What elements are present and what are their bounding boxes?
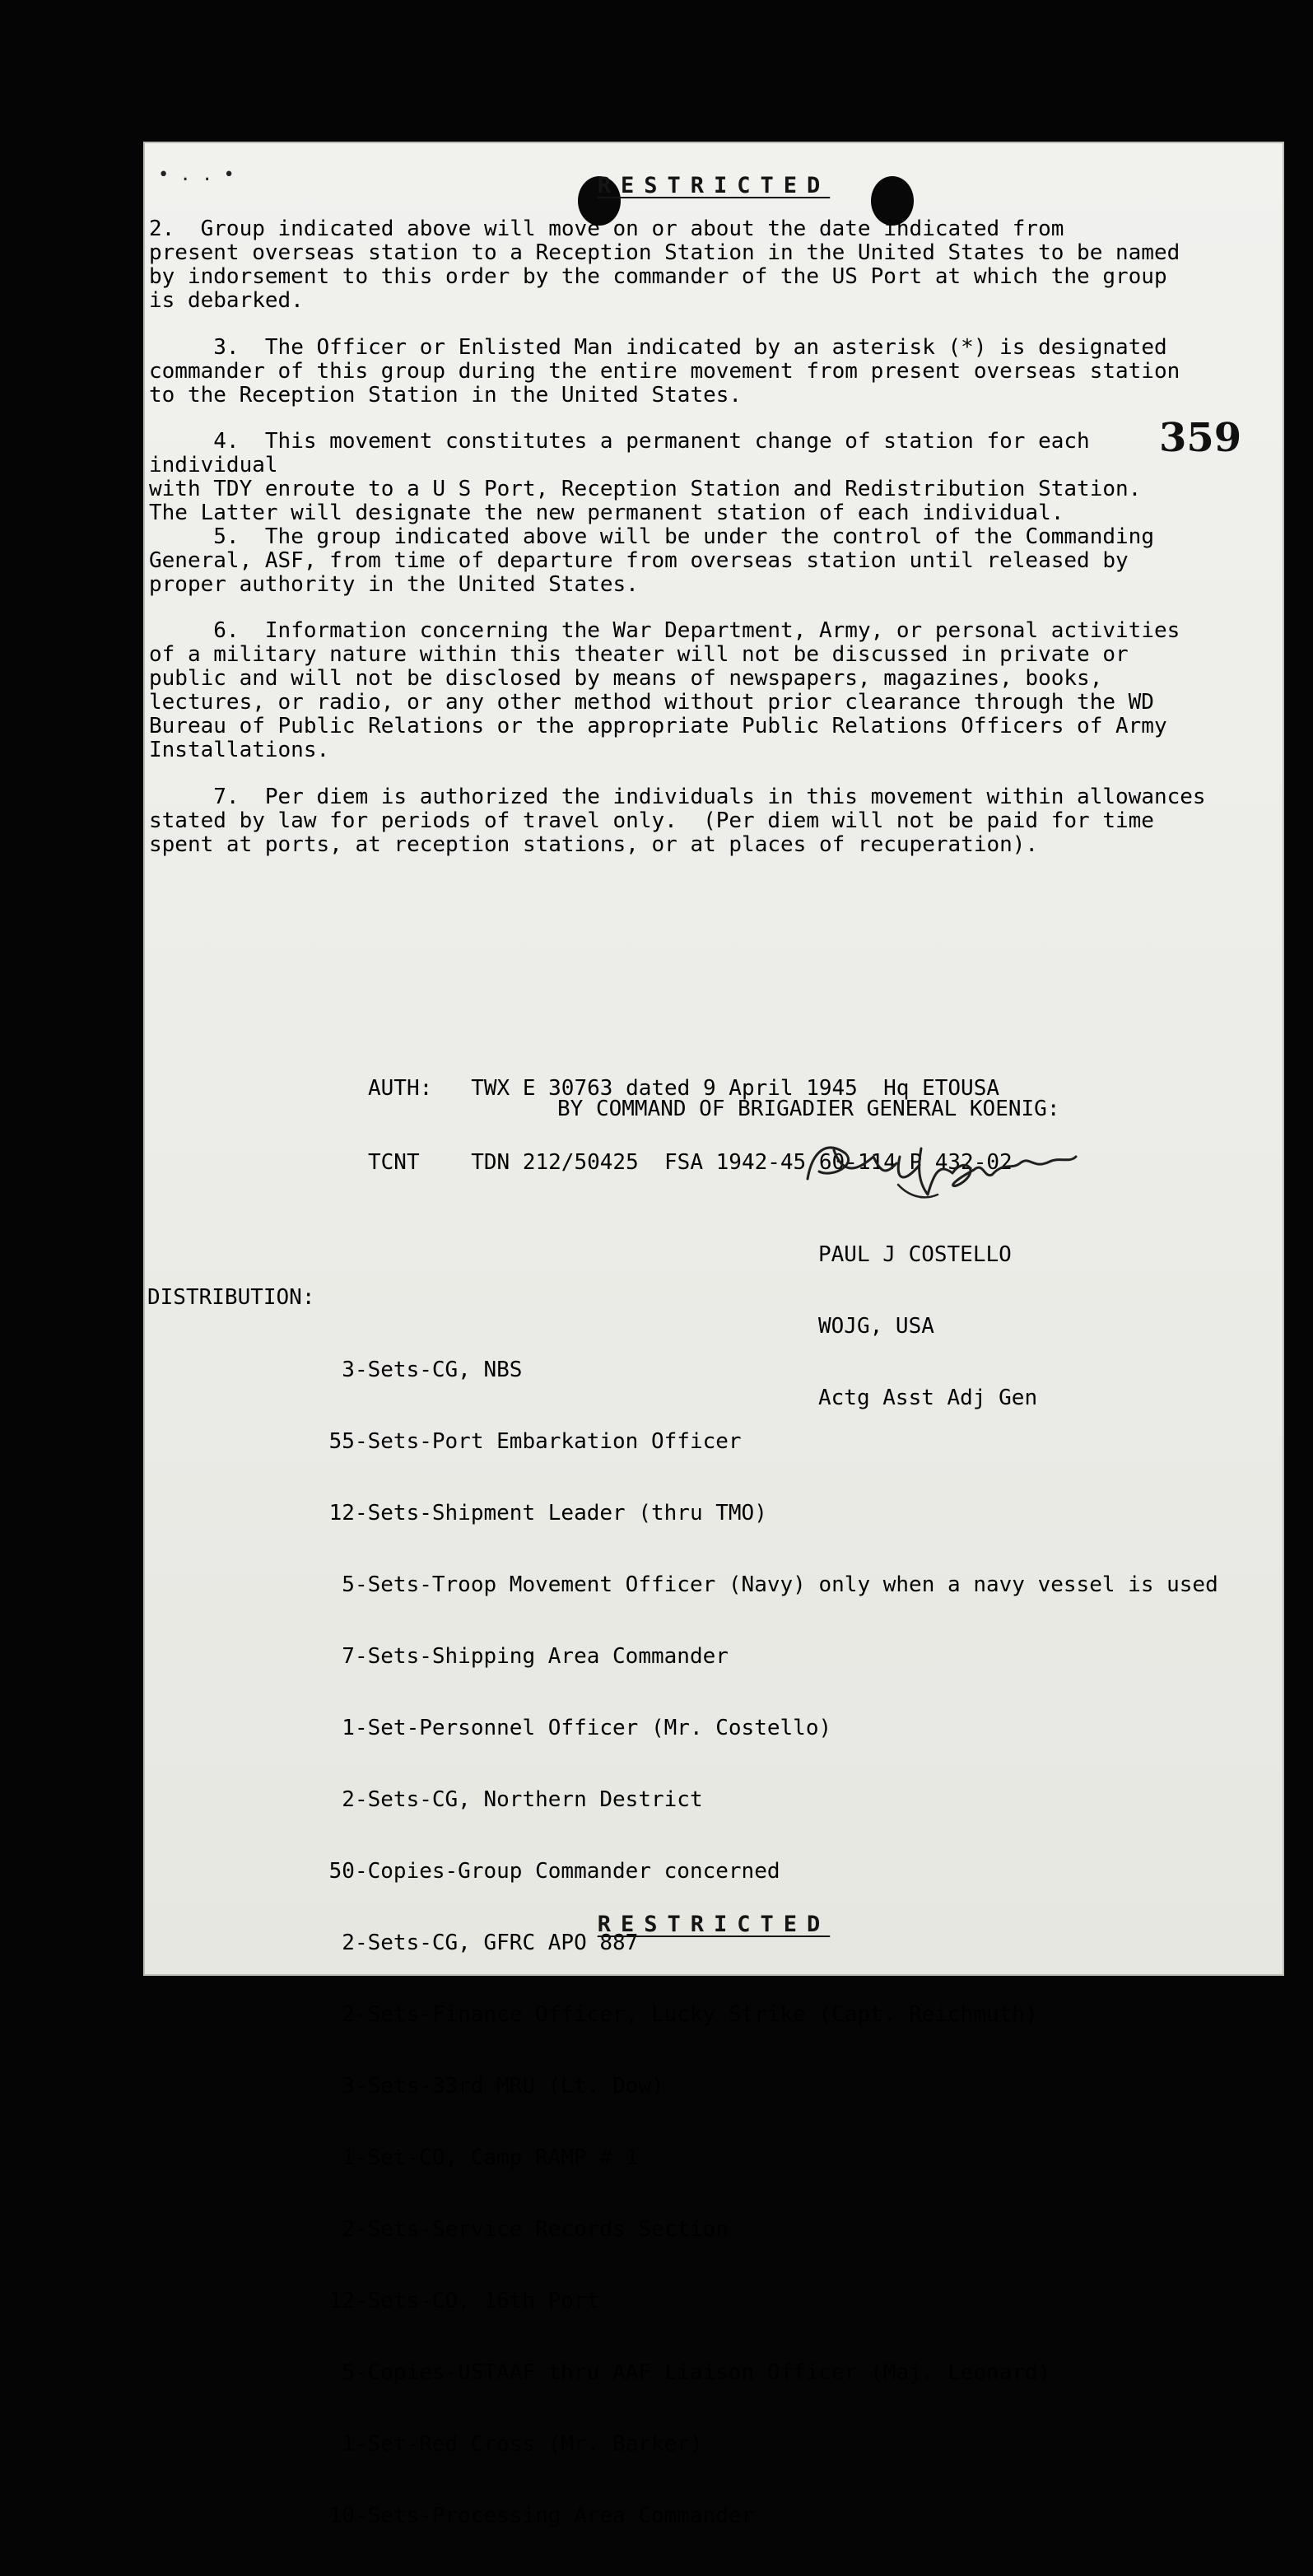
restricted-header: RESTRICTED	[597, 173, 831, 198]
distribution-item: 12-Sets-Shipment Leader (thru TMO)	[316, 1501, 767, 1526]
edge-marks: • . . •	[158, 165, 235, 185]
paragraph-7: 7. Per diem is authorized the individuals in this movement within allowances stated by law for periods of travel only. (Per diem will not be paid for time spent at ports, at reception stations, or at places of recuperation).	[149, 785, 1206, 857]
distribution-item: 1-Set-Personnel Officer (Mr. Costello)	[316, 1716, 832, 1740]
document-page	[143, 142, 1284, 2528]
distribution-item: 1-Set-Red Cross (Mr. Barker)	[316, 2432, 703, 2457]
command-line: BY COMMAND OF BRIGADIER GENERAL KOENIG:	[557, 1097, 1060, 1121]
distribution-item: 5-Copies-USTAAF thru AAF Liaison Officer (Maj. Leonard)	[316, 2360, 1051, 2385]
distribution-item: 7-Sets-Shipping Area Commander	[316, 1644, 729, 1669]
distribution-item: 10-Sets-Processing Area Commander	[316, 2504, 755, 2528]
distribution-item: 2-Sets-Service Records Section	[316, 2217, 729, 2242]
tcnt-line: TCNT TDN 212/50425 FSA 1942-45 60-114 P 432-02	[368, 1150, 1013, 1175]
distribution-item: 3-Sets-33rd MRU (Lt. Dow)	[316, 2074, 664, 2099]
restricted-footer: RESTRICTED	[597, 1912, 831, 1937]
distribution-item: 50-Copies-Group Commander concerned	[316, 1859, 780, 1884]
distribution-item: 1-Set-CO, Camp RAMP # 1	[316, 2145, 639, 2170]
distribution-item: 55-Sets-Port Embarkation Officer	[316, 1429, 742, 1454]
distribution-item: 3-Sets-CG, NBS	[316, 1358, 523, 1382]
signer-title: Actg Asst Adj Gen	[818, 1386, 1038, 1410]
distribution-item: 12-Sets-CO, 16th Port	[316, 2289, 600, 2313]
paragraph-5: 5. The group indicated above will be under the control of the Commanding General, ASF, from time of departure from overseas station until released by proper authority in the United States.	[149, 524, 1154, 597]
signer-rank: WOJG, USA	[818, 1314, 934, 1339]
auth-line: AUTH: TWX E 30763 dated 9 April 1945 Hq ETOUSA	[368, 1076, 1000, 1101]
distribution-item: 5-Sets-Troop Movement Officer (Navy) only when a navy vessel is used	[316, 1572, 1218, 1597]
page-number: 359	[1159, 415, 1242, 461]
distribution-item: 2-Sets-CG, GFRC APO 887	[316, 1931, 639, 1955]
paragraph-3: 3. The Officer or Enlisted Man indicated by an asterisk (*) is designated commander of this group during the entire movement from present overseas station to the Reception Station in the United States.	[149, 335, 1180, 408]
paragraph-2: 2. Group indicated above will move on or about the date indicated from present overseas station to a Reception Station in the United States to be named by indorsement to this order by the commander of the US Port at which the group is debarked.	[149, 217, 1180, 313]
distribution-label: DISTRIBUTION:	[147, 1285, 315, 1310]
paragraph-6: 6. Information concerning the War Department, Army, or personal activities of a military nature within this theater will not be discussed in private or public and will not be disclosed by means of newspapers, magazines, books, lectures, or radio, or any other method without prior clearance through the WD Bureau of Public Relations or the appropriate Public Relations Officers of Army Installations.	[149, 618, 1180, 762]
paragraph-4: 4. This movement constitutes a permanent change of station for each individual with TDY enroute to a U S Port, Reception Station and Redistribution Station. The Latter will designate the new permanent station of each individual.	[149, 429, 1142, 525]
distribution-list	[316, 1311, 1218, 2576]
signer-name: PAUL J COSTELLO	[818, 1242, 1012, 1267]
distribution-item: 2-Sets-Finance Officer, Lucky Strike (Capt. Reichmuth)	[316, 2002, 1038, 2027]
distribution-item: 2-Sets-CG, Northern Destrict	[316, 1787, 703, 1812]
